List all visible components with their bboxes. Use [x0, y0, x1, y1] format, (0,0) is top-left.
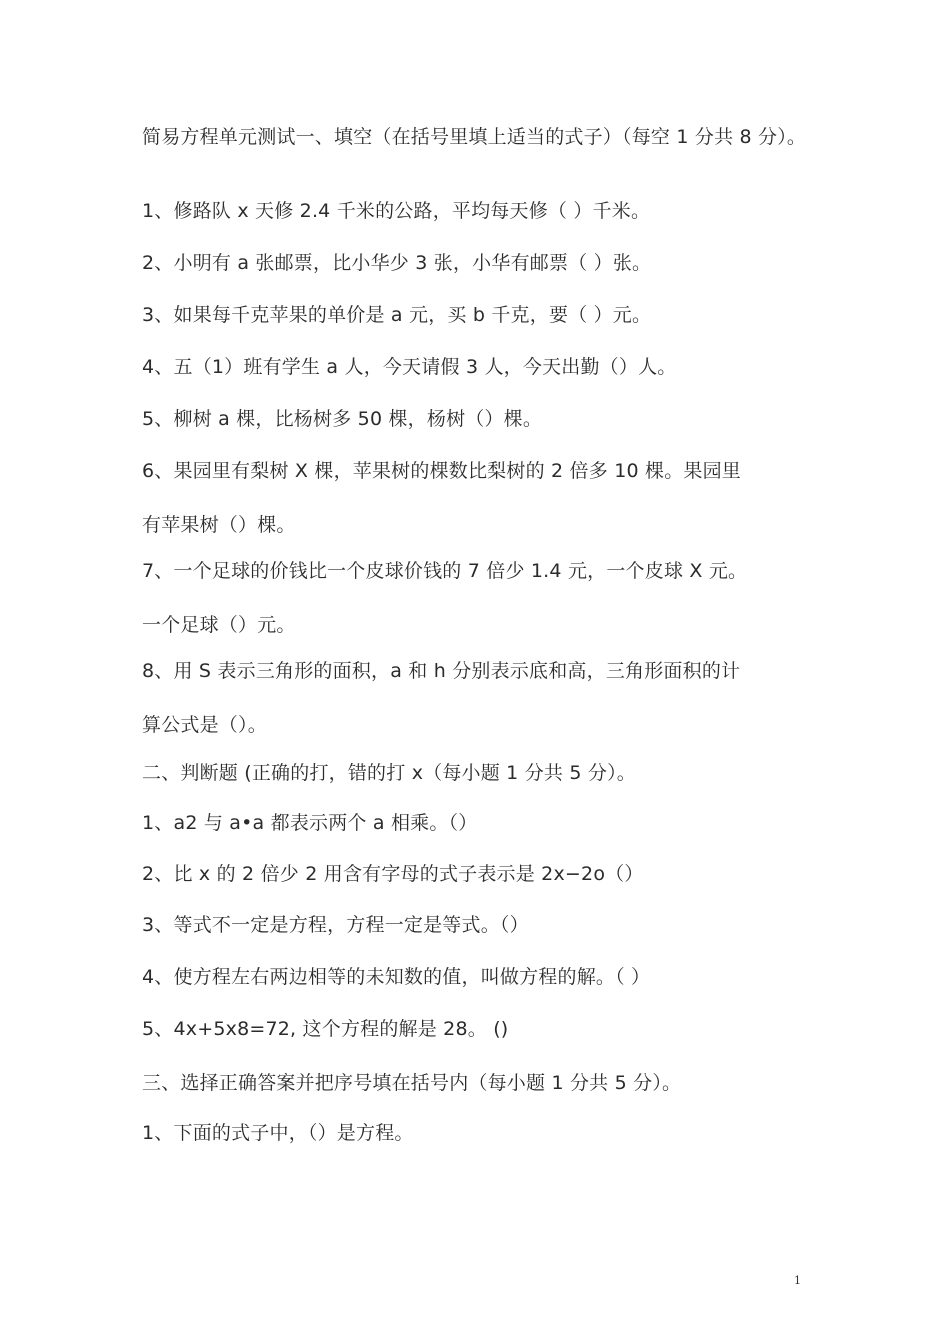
question-line: 3、等式不一定是方程，方程一定是等式。（）	[142, 914, 529, 936]
question-line: 5、柳树 a 棵，比杨树多 50 棵，杨树（）棵。	[142, 408, 543, 430]
section-heading: 三、选择正确答案并把序号填在括号内（每小题 1 分共 5 分）。	[142, 1072, 682, 1094]
question-line: 2、比 x 的 2 倍少 2 用含有字母的式子表示是 2x−2o（）	[142, 863, 644, 885]
section-heading: 二、判断题 (正确的打，错的打 x（每小题 1 分共 5 分）。	[142, 762, 636, 784]
question-line: 1、下面的式子中，（）是方程。	[142, 1122, 414, 1144]
page-number: 1	[794, 1274, 802, 1287]
question-line: 有苹果树（）棵。	[142, 514, 296, 536]
question-line: 3、如果每千克苹果的单价是 a 元，买 b 千克，要（ ）元。	[142, 304, 652, 326]
question-line: 7、一个足球的价钱比一个皮球价钱的 7 倍少 1.4 元，一个皮球 X 元。	[142, 560, 748, 582]
question-line: 8、用 S 表示三角形的面积，a 和 h 分别表示底和高，三角形面积的计	[142, 660, 741, 682]
question-line: 算公式是（）。	[142, 714, 267, 736]
question-line: 4、五（1）班有学生 a 人，今天请假 3 人，今天出勤（）人。	[142, 356, 677, 378]
question-line: 一个足球（）元。	[142, 614, 296, 636]
question-line: 1、a2 与 a•a 都表示两个 a 相乘。（）	[142, 812, 478, 834]
question-line: 5、4x+5x8=72, 这个方程的解是 28。 ()	[142, 1018, 509, 1040]
question-line: 4、使方程左右两边相等的未知数的值，叫做方程的解。（ ）	[142, 966, 651, 988]
question-line: 6、果园里有梨树 X 棵，苹果树的棵数比梨树的 2 倍多 10 棵。果园里	[142, 460, 742, 482]
question-line: 1、修路队 x 天修 2.4 千米的公路，平均每天修（ ）千米。	[142, 200, 651, 222]
document-title: 简易方程单元测试一、填空（在括号里填上适当的式子）（每空 1 分共 8 分）。	[142, 126, 807, 148]
question-line: 2、小明有 a 张邮票，比小华少 3 张，小华有邮票（ ）张。	[142, 252, 652, 274]
